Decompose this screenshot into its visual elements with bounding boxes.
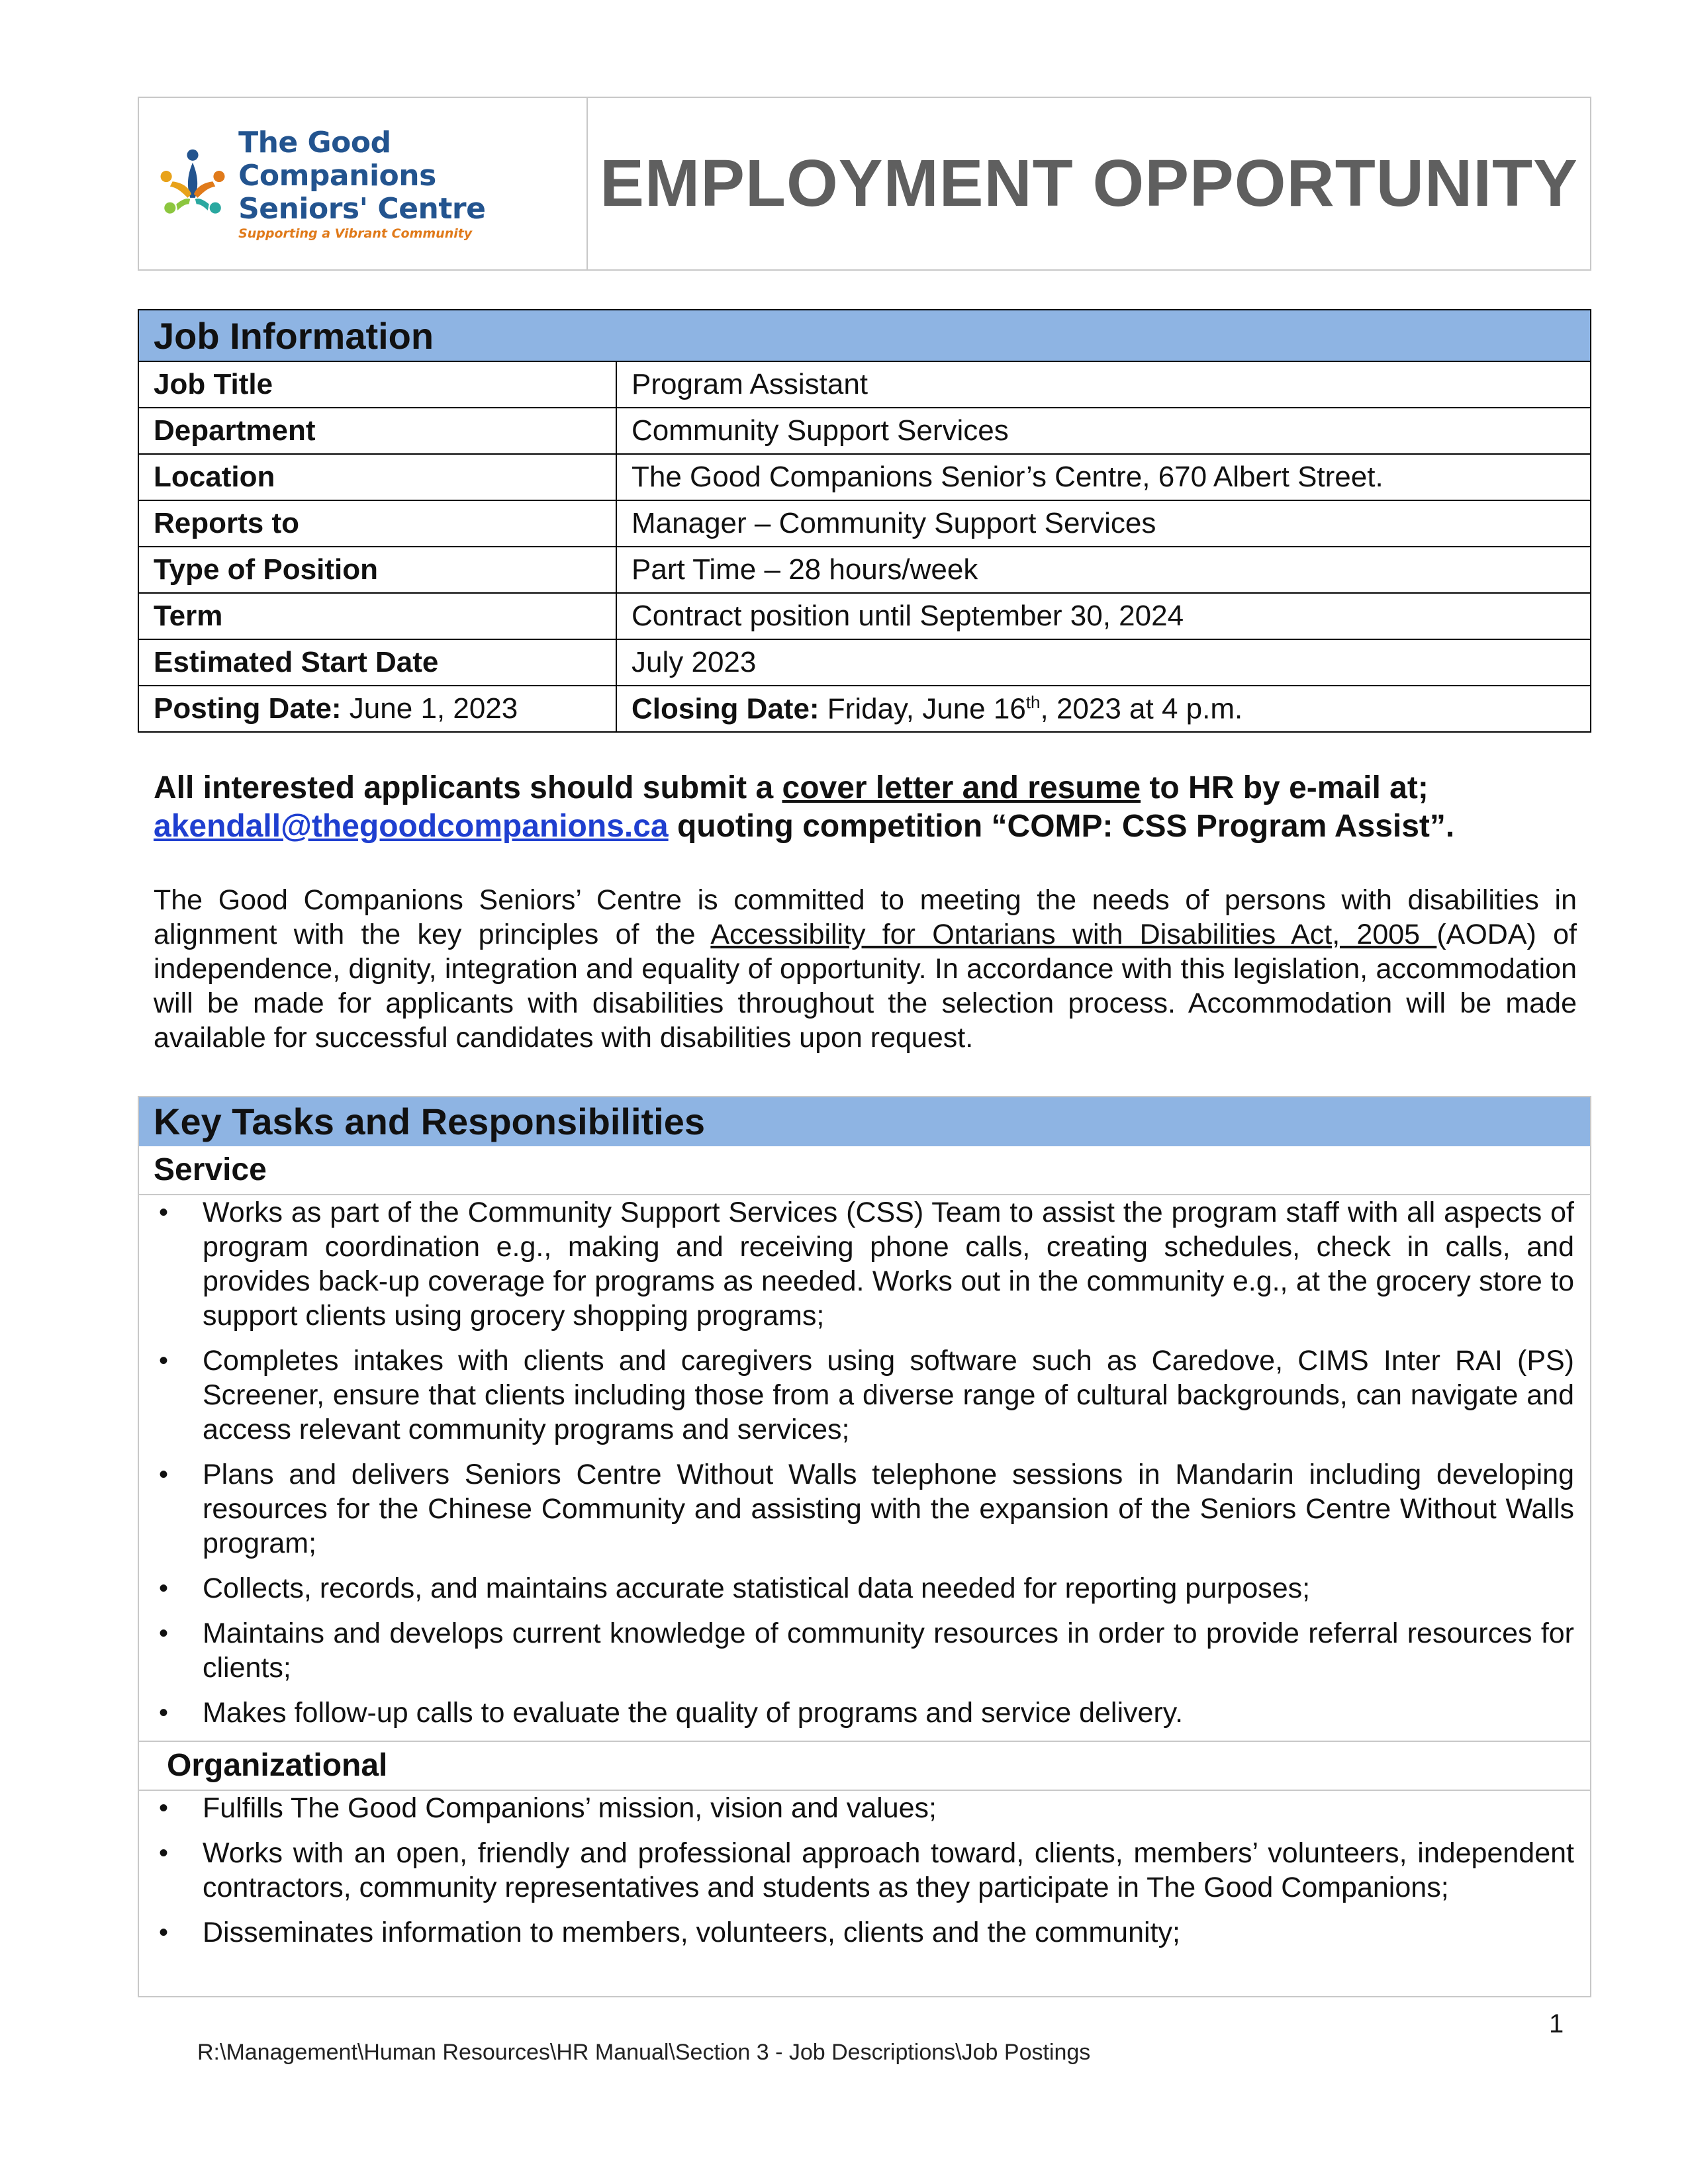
- page-number: 1: [1549, 2009, 1564, 2038]
- position-type-label: Type of Position: [138, 547, 616, 593]
- reports-to-label: Reports to: [138, 500, 616, 547]
- apply-text-3: quoting competition “COMP: CSS Program Assist”.: [668, 809, 1455, 844]
- logo: [139, 98, 588, 269]
- posting-date-label: Posting Date:: [154, 692, 342, 725]
- table-row: [138, 408, 1591, 454]
- aoda-text-2: (AODA) of independence, dignity, integration and equality of opportunity. In accordance with this legislation, accommodation will be made for applicants with disabilities throughout the selection process. Accommodation will be made available for successful candidates with disabilities upon request.: [154, 919, 1577, 1054]
- location-label: Location: [138, 454, 616, 500]
- apply-text-2: to HR by e-mail at;: [1141, 770, 1429, 805]
- start-date-label: Estimated Start Date: [138, 639, 616, 686]
- key-tasks-heading: Key Tasks and Responsibilities: [139, 1097, 1590, 1146]
- table-row: [138, 547, 1591, 593]
- document-header: [138, 97, 1591, 271]
- logo-line-2: Seniors' Centre: [238, 191, 486, 226]
- job-title-value: Program Assistant: [616, 361, 1591, 408]
- table-row: [138, 500, 1591, 547]
- term-value: Contract position until September 30, 2024: [616, 593, 1591, 639]
- aoda-text-1: The Good Companions Seniors’ Centre is committed to meeting the needs of persons with disabilities in alignment with the key principles of the: [154, 884, 1577, 950]
- list-item: • Collects, records, and maintains accurate statistical data needed for reporting purposes;: [139, 1571, 1590, 1606]
- table-row: [138, 639, 1591, 686]
- key-tasks-section: [138, 1096, 1591, 1997]
- closing-date-label: Closing Date:: [632, 692, 820, 725]
- service-list: [139, 1195, 1590, 1730]
- list-item: • Disseminates information to members, volunteers, clients and the community;: [139, 1915, 1590, 1950]
- job-information-table: [138, 309, 1591, 733]
- footer-file-path: R:\Management\Human Resources\HR Manual\Section 3 - Job Descriptions\Job Postings: [197, 2040, 1091, 2065]
- aoda-statement: [154, 883, 1577, 1055]
- posting-date-value: June 1, 2023: [341, 692, 518, 725]
- logo-people-icon: [155, 145, 230, 223]
- list-item: • Maintains and develops current knowledge of community resources in order to provide referral resources for clients;: [139, 1616, 1590, 1685]
- start-date-value: July 2023: [616, 639, 1591, 686]
- apply-text-1: All interested applicants should submit a: [154, 770, 782, 805]
- job-title-label: Job Title: [138, 361, 616, 408]
- apply-documents: cover letter and resume: [782, 770, 1141, 805]
- department-label: Department: [138, 408, 616, 454]
- organizational-list: [139, 1791, 1590, 1950]
- reports-to-value: Manager – Community Support Services: [616, 500, 1591, 547]
- list-item: • Works as part of the Community Support Services (CSS) Team to assist the program staff with all aspects of program coordination e.g., making and receiving phone calls, creating schedules, check in calls, and provides back-up coverage for programs as needed. Works out in the community e.g., at the grocery store to support clients using grocery shopping programs;: [139, 1195, 1590, 1333]
- position-type-value: Part Time – 28 hours/week: [616, 547, 1591, 593]
- term-label: Term: [138, 593, 616, 639]
- apply-instructions: [154, 769, 1577, 846]
- job-information-heading: Job Information: [138, 310, 1591, 361]
- list-item: • Works with an open, friendly and professional approach toward, clients, members’ volunteers, independent contractors, community representatives and students as they participate in The Good Companions;: [139, 1836, 1590, 1905]
- list-item: • Plans and delivers Seniors Centre Without Walls telephone sessions in Mandarin including developing resources for the Chinese Community and assisting with the expansion of the Seniors Centre Without Walls program;: [139, 1457, 1590, 1561]
- location-value: The Good Companions Senior’s Centre, 670 Albert Street.: [616, 454, 1591, 500]
- department-value: Community Support Services: [616, 408, 1591, 454]
- aoda-act-link[interactable]: Accessibility for Ontarians with Disabilities Act, 2005: [710, 919, 1437, 950]
- closing-date-value: Friday, June 16: [819, 692, 1026, 725]
- list-item: • Makes follow-up calls to evaluate the quality of programs and service delivery.: [139, 1696, 1590, 1730]
- posting-date-cell: [138, 686, 616, 732]
- table-row: [138, 686, 1591, 732]
- organizational-heading: Organizational: [139, 1741, 1590, 1791]
- list-item: • Completes intakes with clients and caregivers using software such as Caredove, CIMS Inter RAI (PS) Screener, ensure that clients including those from a diverse range of cultural backgrounds, can navigate and access relevant community programs and services;: [139, 1343, 1590, 1447]
- logo-text: [238, 126, 586, 242]
- list-item: • Fulfills The Good Companions’ mission, vision and values;: [139, 1791, 1590, 1825]
- table-row: [138, 454, 1591, 500]
- hr-email-link[interactable]: akendall@thegoodcompanions.ca: [154, 809, 669, 844]
- table-row: [138, 361, 1591, 408]
- logo-line-1: The Good Companions: [238, 125, 436, 193]
- service-heading: Service: [139, 1146, 1590, 1195]
- closing-date-cell: [616, 686, 1591, 732]
- table-row: [138, 593, 1591, 639]
- title-cell: [588, 98, 1590, 269]
- page-title: EMPLOYMENT OPPORTUNITY: [600, 146, 1578, 220]
- closing-date-suffix: th: [1025, 692, 1041, 712]
- closing-date-time: , 2023 at 4 p.m.: [1040, 692, 1243, 725]
- logo-tagline: Supporting a Vibrant Community: [238, 226, 473, 241]
